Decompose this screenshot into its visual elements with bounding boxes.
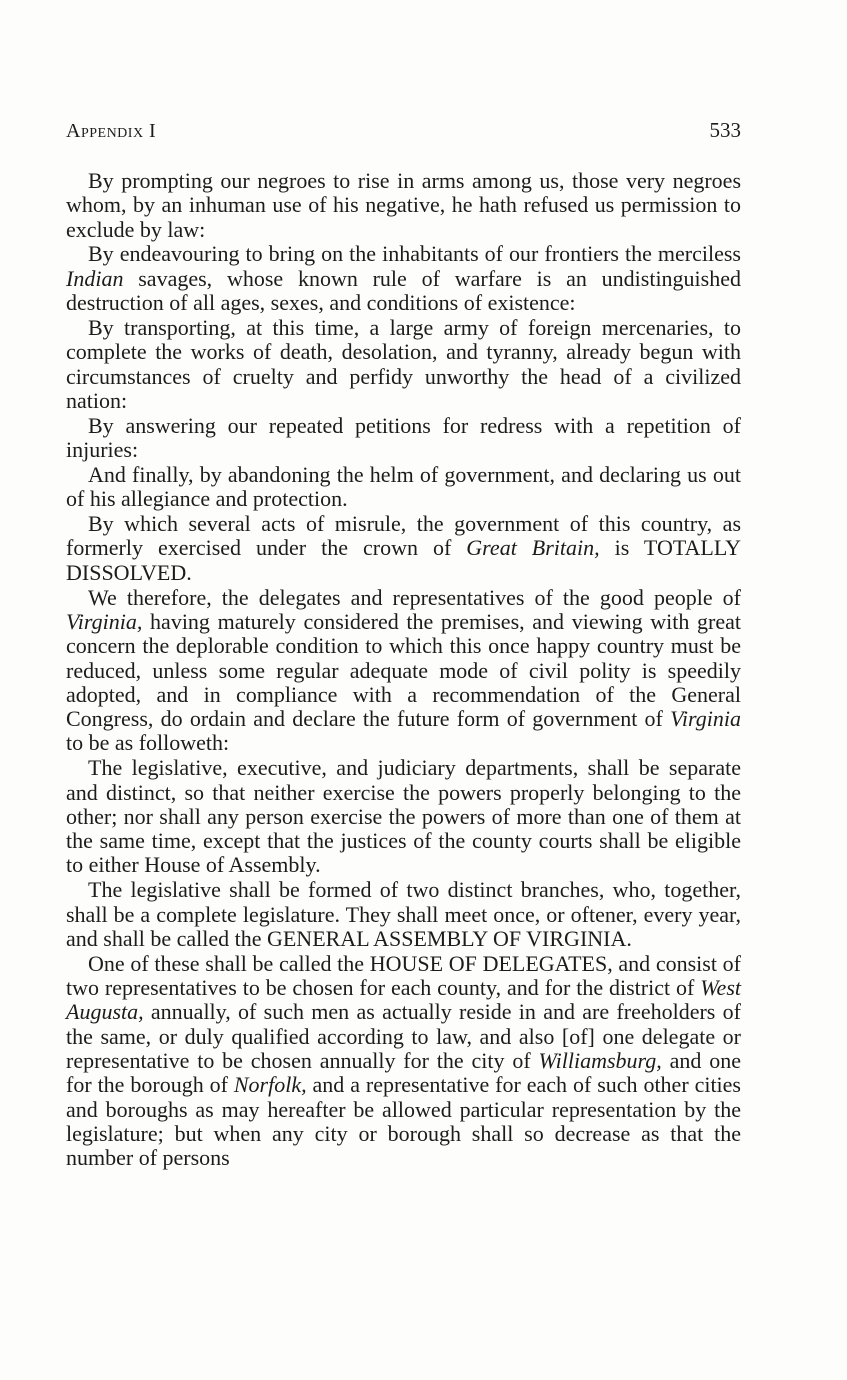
italic-text: Virginia (670, 706, 741, 732)
text-run: By endeavouring to bring on the inhabitants of our frontiers the merciless (88, 241, 741, 267)
paragraph (66, 316, 741, 413)
running-title: Appendix I (66, 120, 157, 142)
paragraph (66, 952, 741, 1171)
paragraph (66, 512, 741, 585)
text-run: and one for the borough of (66, 1048, 741, 1098)
paragraph (66, 463, 741, 512)
body-text (66, 169, 741, 1171)
italic-text: Indian (66, 265, 124, 291)
italic-text: West Augusta, (66, 975, 741, 1025)
text-run: By answering our repeated petitions for redress with a repetition of injuries: (66, 412, 741, 463)
page-number: 533 (709, 118, 741, 142)
italic-text: Great Britain, (466, 535, 600, 561)
text-run: having maturely considered the premises, and viewing with great concern the deplorable condition to which this once happy country must be reduced, unless some regular adequate mode of civil polity is speedily adopted, and in compliance with a recommendation of the General Congress, do ordain and declare the future form of government of (66, 608, 741, 732)
text-run: And finally, by abandoning the helm of government, and declaring us out of his allegiance and protection. (66, 461, 741, 512)
text-run: By prompting our negroes to rise in arms among us, those very negroes whom, by an inhuman use of his negative, he hath refused us permission to exclude by law: (66, 168, 741, 242)
paragraph (66, 878, 741, 951)
text-run: One of these shall be called the HOUSE OF DELEGATES, and consist of two representatives to be chosen for each county, and for the district of (66, 950, 741, 1001)
text-run: We therefore, the delegates and representatives of the good people of (88, 584, 741, 610)
text-run: The legislative, executive, and judiciary departments, shall be separate and distinct, so that neither exercise the powers properly belonging to the other; nor shall any person exercise the powers of more than one of them at the same time, except that the justices of the county courts shall be eligible to either House of Assembly. (66, 755, 741, 878)
text-run: annually, of such men as actually reside in and are freeholders of the same, or duly qualified according to law, and also [of] one delegate or representative to be chosen annually for the city of (66, 999, 741, 1074)
italic-text: Virginia, (66, 608, 143, 634)
book-page (66, 118, 741, 1171)
running-head (66, 118, 741, 146)
paragraph (66, 242, 741, 315)
paragraph (66, 586, 741, 756)
italic-text: Norfolk, (233, 1072, 307, 1098)
paragraph (66, 756, 741, 877)
paragraph (66, 414, 741, 463)
text-run: By which several acts of misrule, the government of this country, as formerly exercised under the crown of (66, 511, 741, 561)
text-run: to be as followeth: (66, 730, 230, 756)
text-run: The legislative shall be formed of two distinct branches, who, together, shall be a complete legislature. They shall meet once, or oftener, every year, and shall be called the GENERAL ASSEMBLY OF VIRGINIA. (66, 877, 741, 951)
text-run: and a representative for each of such other cities and boroughs as may hereafter be allowed particular representation by the legislature; but when any city or borough shall so decrease as that the number of persons (66, 1072, 741, 1171)
text-run: savages, whose known rule of warfare is an undistinguished destruction of all ages, sexes, and conditions of existence: (66, 265, 741, 316)
italic-text: Williamsburg, (538, 1048, 662, 1074)
text-run: By transporting, at this time, a large army of foreign mercenaries, to complete the works of death, desolation, and tyranny, already begun with circumstances of cruelty and perfidy unworthy the head of a civilized nation: (66, 314, 741, 413)
text-run: is TOTALLY DISSOLVED. (66, 535, 741, 585)
paragraph (66, 169, 741, 242)
